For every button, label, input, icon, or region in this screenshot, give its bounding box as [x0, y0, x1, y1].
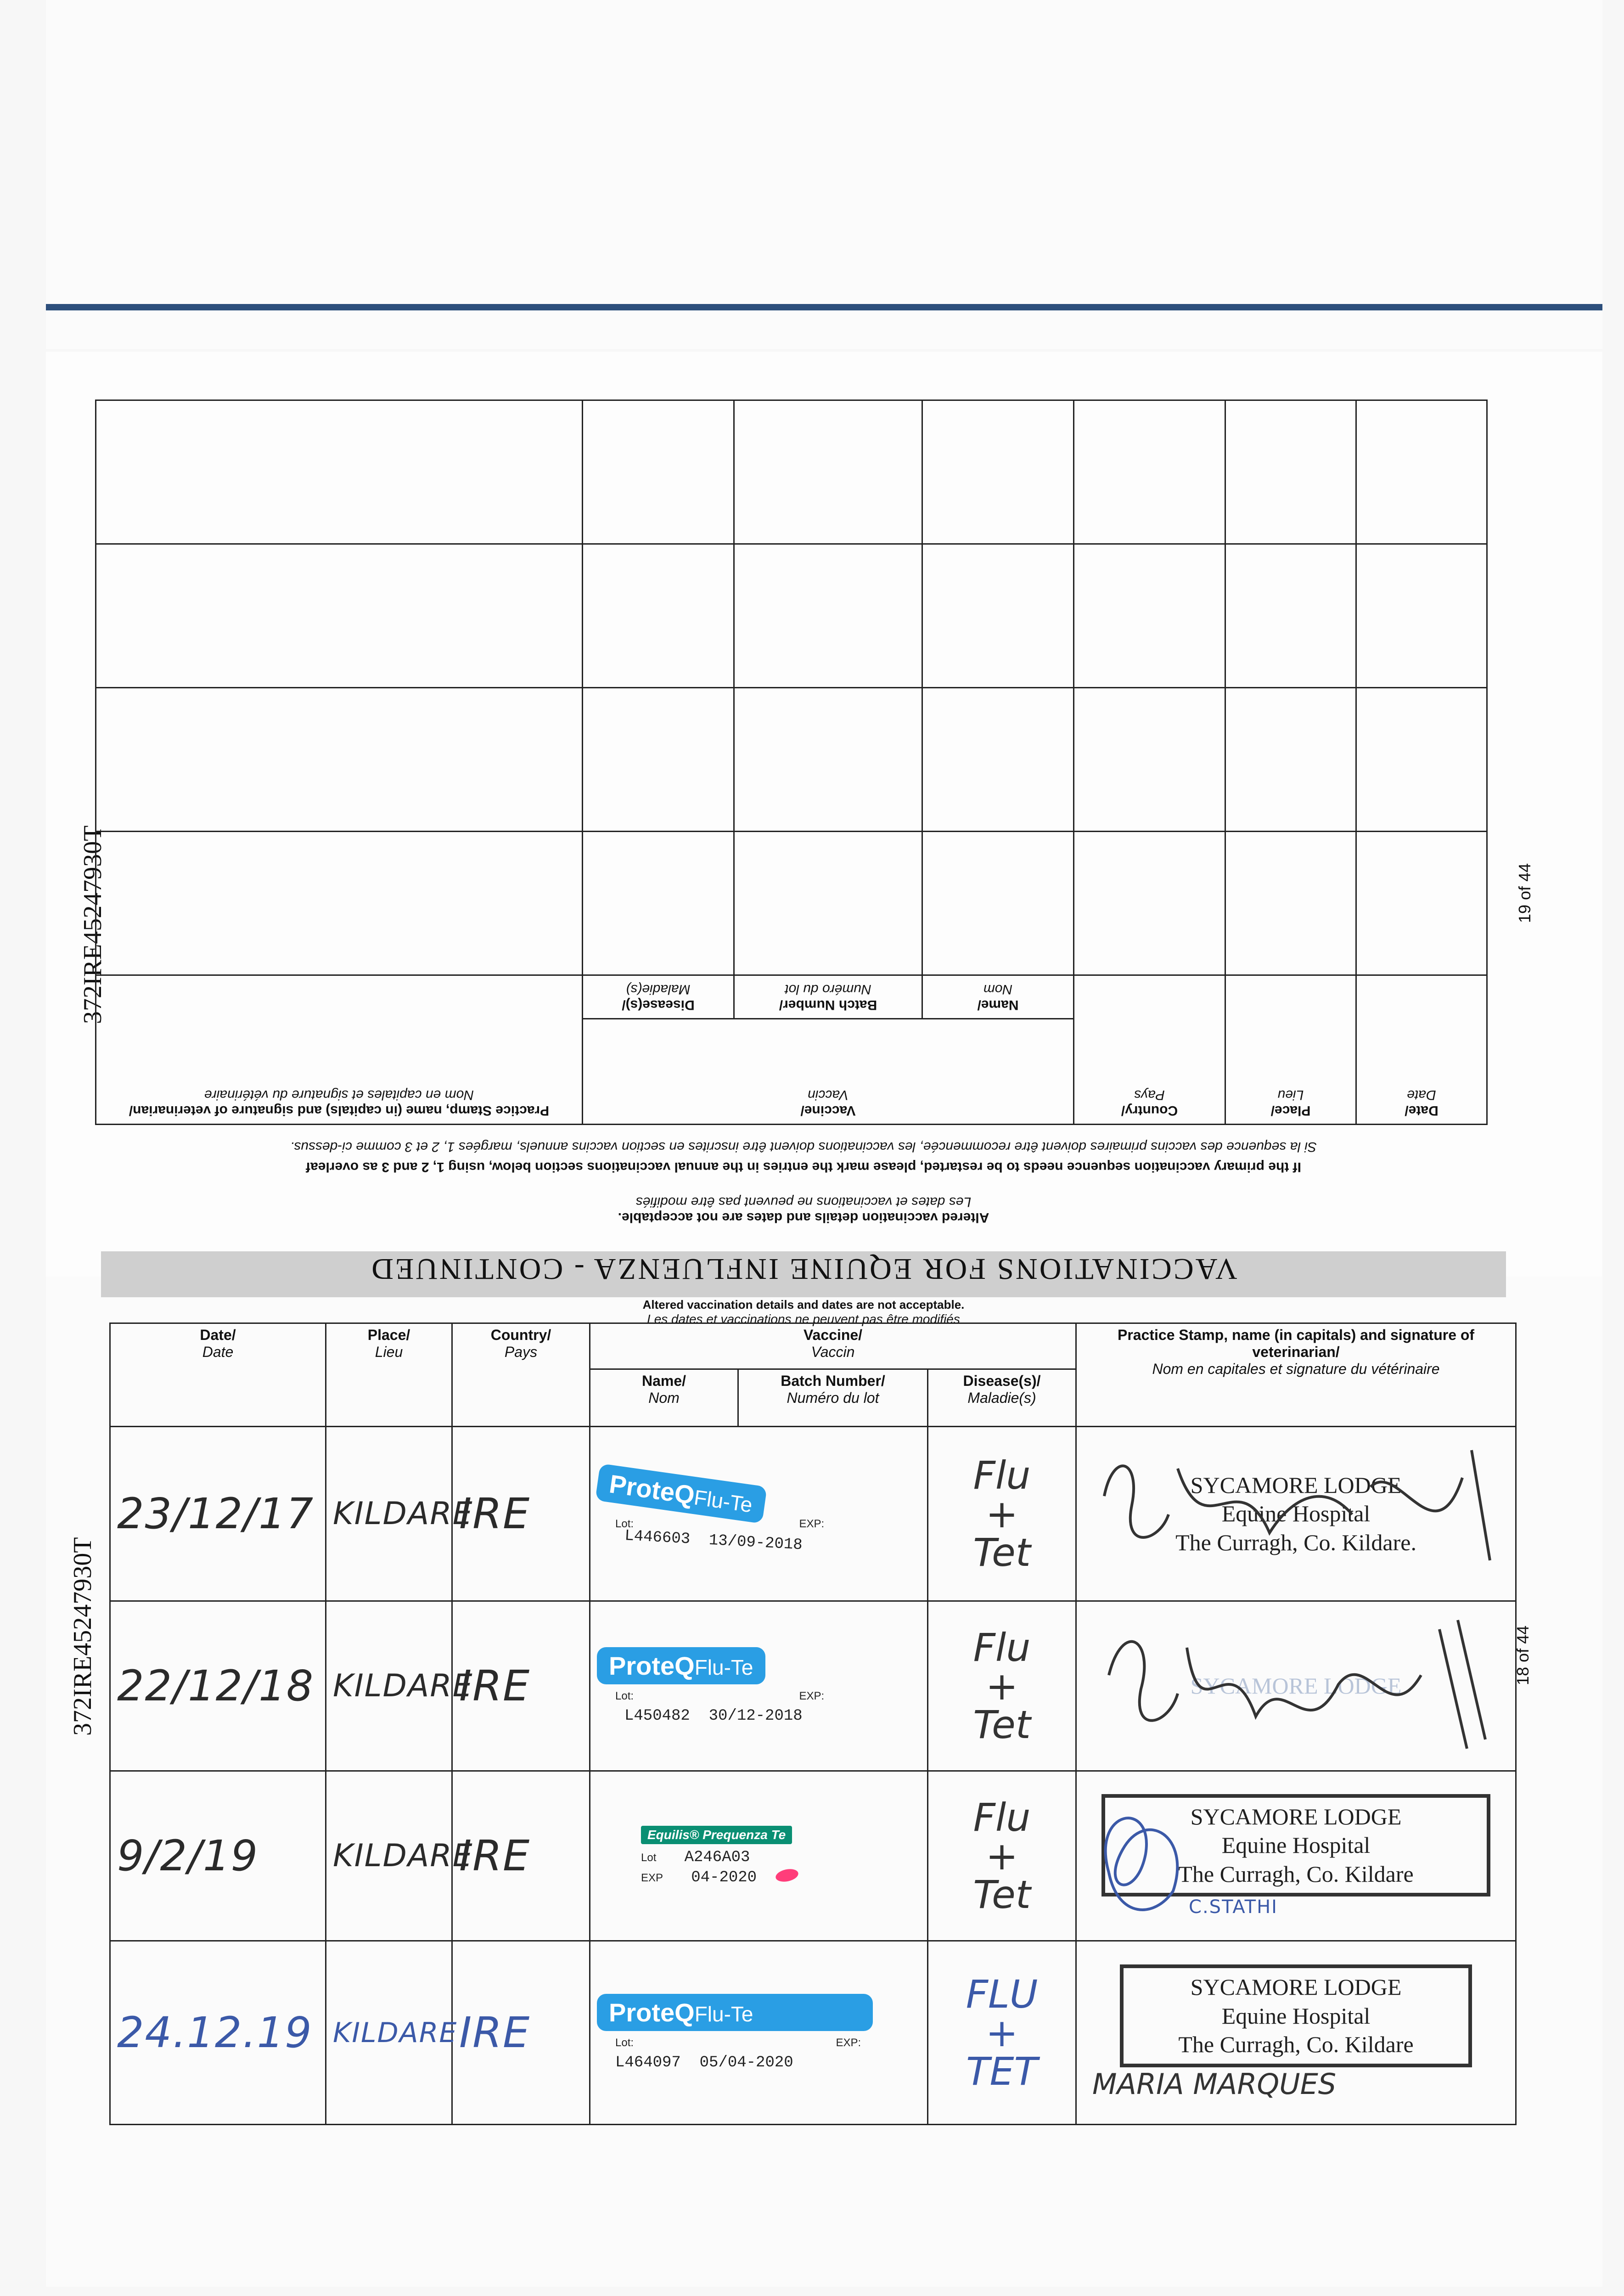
- proteq-label: ProteQFlu-Te: [595, 1463, 767, 1524]
- header-disease: Disease(s)/ Maladie(s): [928, 1369, 1076, 1427]
- proteq-label: ProteQFlu-Te: [597, 1647, 765, 1684]
- table-row: [110, 1427, 1516, 1601]
- upper-empty-row: [96, 400, 1487, 544]
- batch-number: L446603: [624, 1527, 691, 1548]
- vet-name: MARIA MARQUES: [1092, 2067, 1337, 2101]
- vaccine-sticker: ProteQFlu-Te Lot: EXP: L446603 13/09-2018: [590, 1427, 928, 1601]
- practice-stamp-cell: [1076, 1601, 1516, 1771]
- country-cell: IRE: [459, 1661, 531, 1711]
- practice-stamp: SYCAMORE LODGE Equine Hospital The Curragh, Co. Kildare: [1120, 1964, 1472, 2067]
- lower-vaccination-table: [109, 1322, 1515, 2125]
- disease-cell: Flu + Tet: [928, 1427, 1076, 1601]
- header-batch: Batch Number/ Numéro du lot: [738, 1369, 928, 1427]
- header-country: Country/ Pays: [452, 1323, 590, 1427]
- vet-name: C.STATHI: [1189, 1896, 1278, 1918]
- upper-header-country: Country/ Pays: [1074, 975, 1225, 1125]
- place-cell: KILDARE: [333, 1496, 473, 1532]
- practice-stamp: SYCAMORE LODGE Equine Hospital The Curragh, Co. Kildare.: [1175, 1472, 1416, 1555]
- passport-id-lower: 372IRE45247930T: [68, 1537, 97, 1736]
- practice-stamp: SYCAMORE LODGE Equine Hospital The Curragh, Co. Kildare: [1101, 1794, 1490, 1897]
- practice-stamp-cell: [1076, 1427, 1516, 1601]
- vaccine-sticker: Equilis® Prequenza Te Lot A246A03 EXP 04-2020: [590, 1771, 928, 1941]
- batch-number: L450482: [624, 1707, 690, 1725]
- upper-header-disease: Disease(s)/ Maladie(s): [582, 975, 734, 1019]
- batch-number: L464097: [615, 2054, 681, 2071]
- upper-header-batch: Batch Number/ Numéro du lot: [734, 975, 922, 1019]
- upper-header-vaccine: Vaccine/ Vaccin: [582, 1019, 1073, 1125]
- upper-header-name: Name/ Nom: [922, 975, 1074, 1019]
- upper-header-practice: Practice Stamp, name (in capitals) and signature of veterinarian/ Nom en capitales et signature du vétérinaire: [96, 975, 582, 1125]
- disease-cell: Flu + Tet: [928, 1771, 1076, 1941]
- header-date: Date/ Date: [110, 1323, 326, 1427]
- vaccine-sticker: ProteQFlu-Te Lot: EXP: L464097 05/04-2020: [590, 1941, 928, 2125]
- country-cell: IRE: [459, 1831, 531, 1880]
- date-cell: 22/12/18: [117, 1661, 315, 1711]
- scan-top-margin: [46, 0, 1602, 349]
- upper-empty-row: [96, 544, 1487, 688]
- proteq-label: ProteQFlu-Te: [597, 1994, 873, 2031]
- expiry-date: 30/12-2018: [708, 1707, 803, 1725]
- upper-empty-row: [96, 688, 1487, 832]
- altered-notice-upper: Altered vaccination details and dates are not acceptable. Les dates et vaccinations ne peuvent pas être modifiés: [618, 1194, 989, 1225]
- restart-notice: If the primary vaccination sequence needs to be restarted, please mark the entries in the annual vaccinations section below, using 1, 2 and 3 as overleaf Si la sequence des vaccins primaires doivent être recommencée, les vaccinations doivent être inscrites en section vaccins annuels, margées 1, 2 et 3 comme ci-dessus.: [290, 1139, 1317, 1175]
- date-cell: 24.12.19: [117, 2008, 313, 2057]
- disease-cell: Flu + Tet: [928, 1601, 1076, 1771]
- binding-strip: [46, 304, 1602, 310]
- header-practice: Practice Stamp, name (in capitals) and signature of veterinarian/ Nom en capitales et signature du vétérinaire: [1076, 1323, 1516, 1427]
- equilis-label: Equilis® Prequenza Te: [641, 1826, 792, 1844]
- table-row: [110, 1771, 1516, 1941]
- upper-header-place: Place/ Lieu: [1225, 975, 1356, 1125]
- practice-stamp-cell: [1076, 1941, 1516, 2125]
- table-row: [110, 1941, 1516, 2125]
- practice-stamp-cell: [1076, 1771, 1516, 1941]
- place-cell: KILDARE: [333, 2016, 458, 2049]
- table-row: [110, 1601, 1516, 1771]
- date-cell: 9/2/19: [117, 1831, 259, 1880]
- altered-notice-lower: Altered vaccination details and dates are not acceptable. Les dates et vaccinations ne peuvent pas être modifiés: [642, 1298, 965, 1326]
- header-name: Name/ Nom: [590, 1369, 738, 1427]
- upper-vaccination-table: [96, 400, 1488, 1125]
- upper-header-date: Date/ Date: [1356, 975, 1487, 1125]
- passport-id-upper: 372IRE45247930T: [79, 825, 107, 1024]
- header-place: Place/ Lieu: [326, 1323, 452, 1427]
- vet-signature: [1086, 1441, 1499, 1579]
- expiry-date: 04-2020: [691, 1868, 757, 1886]
- place-cell: KILDARE: [333, 1838, 473, 1874]
- page-number-upper: 19 of 44: [1515, 863, 1534, 923]
- section-title: VACCINATIONS FOR EQUINE INFLUENZA - CONTINUED: [370, 1252, 1237, 1286]
- vet-signature: [1090, 1611, 1495, 1758]
- vet-signature: [1081, 1781, 1219, 1928]
- practice-stamp-faint: SYCAMORE LODGE: [1190, 1673, 1402, 1699]
- disease-cell: FLU + TET: [928, 1941, 1076, 2125]
- expiry-date: 05/04-2020: [699, 2054, 793, 2071]
- country-cell: IRE: [459, 1489, 531, 1538]
- country-cell: IRE: [459, 2008, 531, 2057]
- page-number-lower: 18 of 44: [1513, 1625, 1532, 1685]
- date-cell: 23/12/17: [117, 1489, 315, 1538]
- vaccine-sticker: ProteQFlu-Te Lot: EXP: L450482 30/12-2018: [590, 1601, 928, 1771]
- batch-number: A246A03: [684, 1848, 750, 1866]
- section-title-bar: [101, 1251, 1506, 1297]
- upper-empty-row: [96, 832, 1487, 975]
- expiry-date: 13/09-2018: [708, 1531, 803, 1554]
- header-vaccine: Vaccine/ Vaccin: [590, 1323, 1076, 1369]
- place-cell: KILDARE: [333, 1668, 473, 1704]
- highlighter-mark: [775, 1867, 799, 1884]
